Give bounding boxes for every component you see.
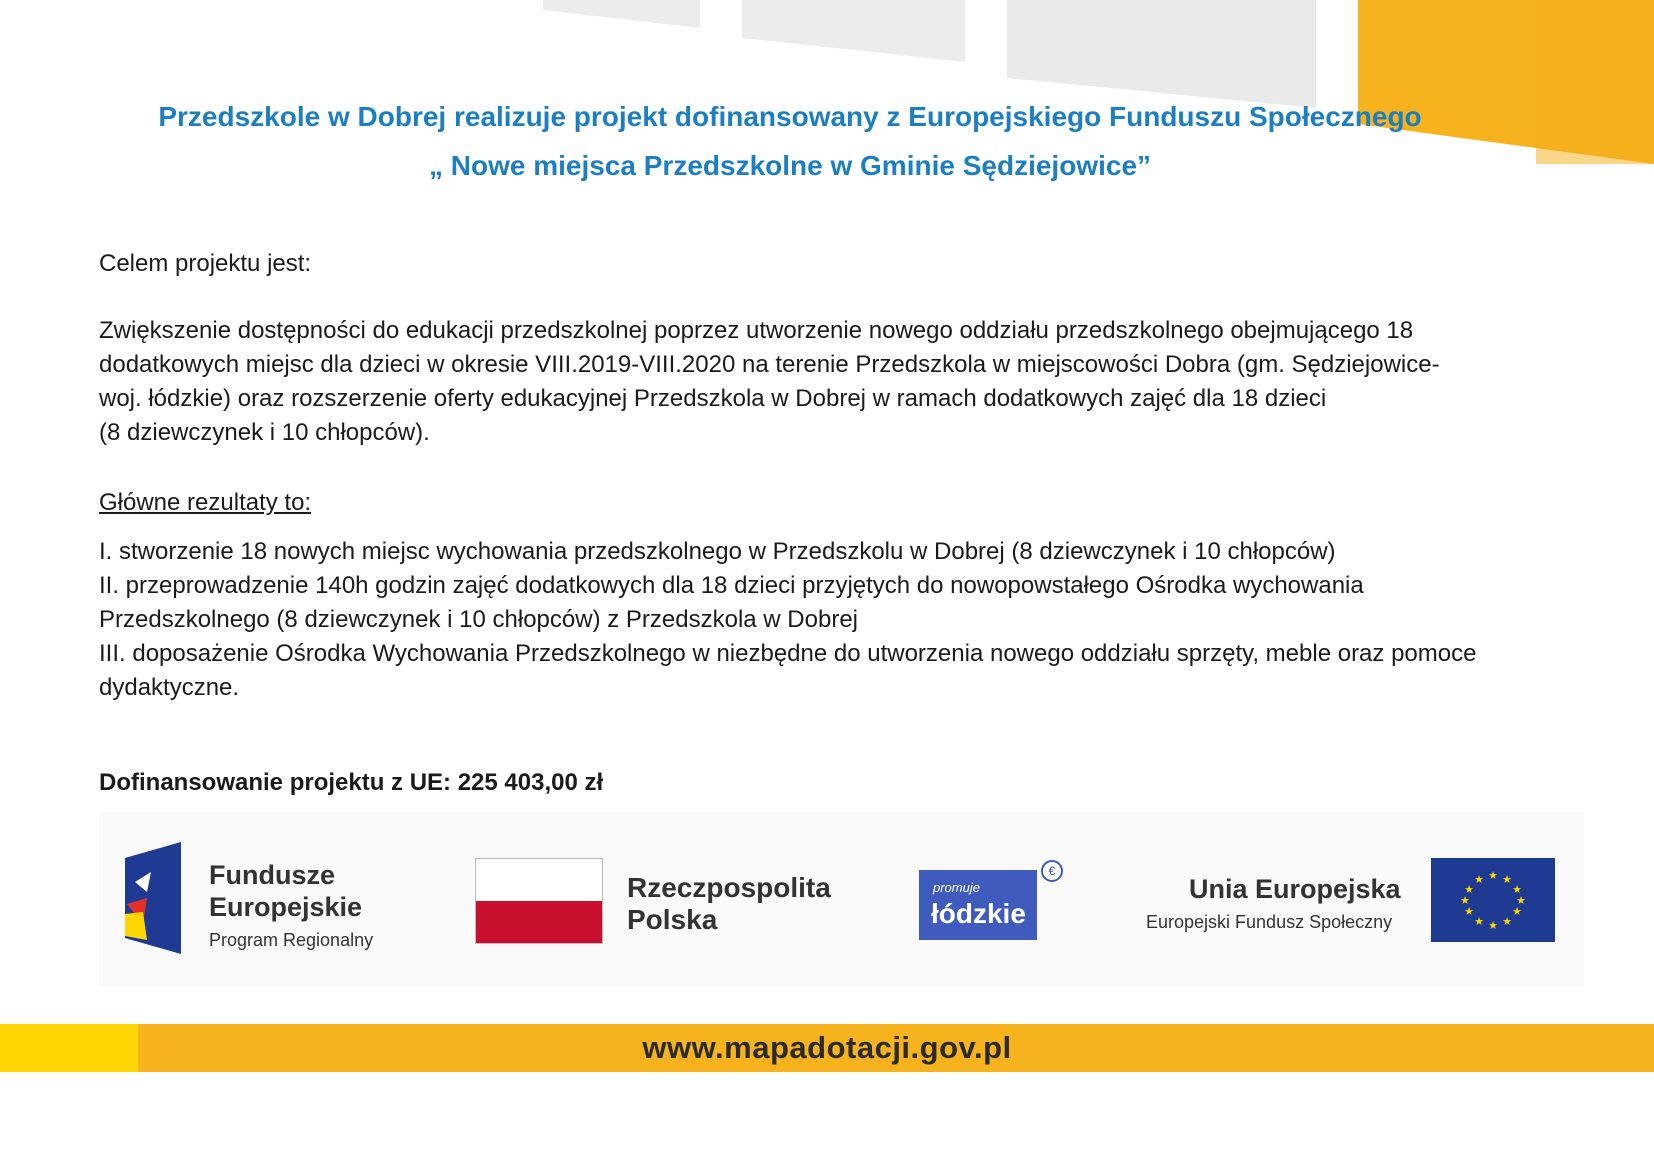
euro-circle-icon: € — [1041, 860, 1063, 882]
funding-amount: Dofinansowanie projektu z UE: 225 403,00 zł — [99, 769, 604, 796]
results-list — [99, 535, 1579, 705]
svg-text:★: ★ — [1488, 869, 1498, 882]
result-item: dydaktyczne. — [99, 674, 240, 701]
svg-text:★: ★ — [1488, 919, 1498, 932]
rp-line2: Polska — [627, 904, 718, 935]
goal-description — [99, 314, 1579, 450]
goal-line: Zwiększenie dostępności do edukacji przedszkolnej poprzez utworzenie nowego oddziału przedszkolnego obejmującego 18 — [99, 317, 1414, 344]
goal-line: dodatkowych miejsc dla dzieci w okresie VIII.2019-VIII.2020 na terenie Przedszkola w miejscowości Dobra (gm. Sędziejowice- — [99, 351, 1440, 378]
page-title-line-1: Przedszkole w Dobrej realizuje projekt dofinansowany z Europejskiego Funduszu Społecznego — [158, 101, 1422, 132]
page-title-line-2: „ Nowe miejsca Przedszkolne w Gminie Sędziejowice” — [428, 150, 1152, 181]
top-decor — [0, 0, 1654, 170]
poland-flag-icon — [475, 858, 603, 944]
svg-text:★: ★ — [1474, 873, 1484, 886]
lodz-big: łódzkie — [931, 898, 1026, 929]
ue-line1: Unia Europejska — [1189, 874, 1401, 904]
fe-line1: Fundusze — [209, 860, 335, 890]
footer-url[interactable]: www.mapadotacji.gov.pl — [642, 1030, 1012, 1065]
logos-strip — [99, 812, 1584, 987]
ue-line2: Europejski Fundusz Społeczny — [1146, 912, 1393, 932]
fe-line2: Europejskie — [209, 892, 363, 922]
promuje-lodzkie-logo — [919, 870, 1037, 940]
svg-text:★: ★ — [1474, 915, 1484, 928]
top-decor-shapes — [0, 0, 1654, 170]
svg-text:★: ★ — [1512, 905, 1522, 918]
lodz-small: promuje — [933, 880, 980, 895]
results-section — [99, 486, 1579, 520]
fe-line3: Program Regionalny — [209, 930, 374, 950]
svg-text:★: ★ — [1464, 883, 1474, 896]
svg-text:★: ★ — [1502, 915, 1512, 928]
eu-flag-icon — [1431, 858, 1555, 942]
svg-text:★: ★ — [1460, 894, 1470, 907]
svg-text:★: ★ — [1512, 883, 1522, 896]
goal-line: (8 dziewczynek i 10 chłopców). — [99, 419, 430, 446]
result-item: II. przeprowadzenie 140h godzin zajęć dodatkowych dla 18 dzieci przyjętych do nowopowstałego Ośrodka wychowania — [99, 572, 1364, 599]
result-item: I. stworzenie 18 nowych miejsc wychowania przedszkolnego w Przedszkolu w Dobrej (8 dziewczynek i 10 chłopców) — [99, 538, 1336, 565]
result-item: III. doposażenie Ośrodka Wychowania Przedszkolnego w niezbędne do utworzenia nowego oddziału sprzęty, meble oraz pomoce — [99, 640, 1477, 667]
svg-text:★: ★ — [1464, 905, 1474, 918]
result-item: Przedszkolnego (8 dziewczynek i 10 chłopców) z Przedszkola w Dobrej — [99, 606, 858, 633]
fundusze-europejskie-icon — [125, 842, 185, 954]
goal-heading: Celem projektu jest: — [99, 250, 312, 277]
goal-section — [99, 247, 1579, 281]
rp-line1: Rzeczpospolita — [627, 872, 831, 903]
goal-line: woj. łódzkie) oraz rozszerzenie oferty edukacyjnej Przedszkola w Dobrej w ramach dodatkowych zajęć dla 18 dzieci — [99, 385, 1327, 412]
svg-text:★: ★ — [1516, 894, 1526, 907]
results-heading: Główne rezultaty to: — [99, 489, 312, 516]
svg-text:★: ★ — [1502, 873, 1512, 886]
